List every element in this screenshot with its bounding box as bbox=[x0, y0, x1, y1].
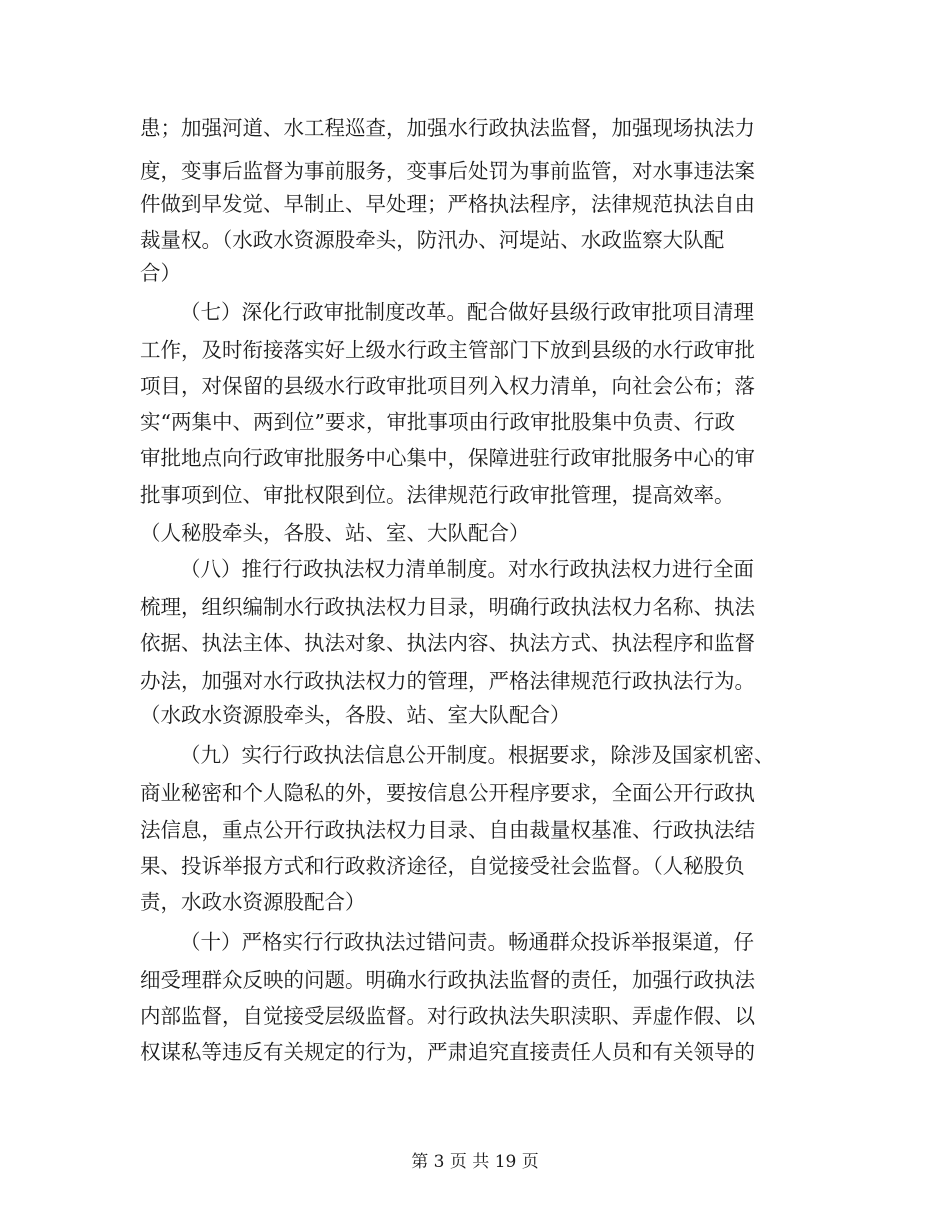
paragraph-line: 办法，加强对水行政执法权力的管理，严格法律规范行政执法行为。 bbox=[140, 669, 755, 693]
paragraph-line: 果、投诉举报方式和行政救济途径，自觉接受社会监督。（人秘股负 bbox=[140, 854, 745, 878]
paragraph-line: 内部监督，自觉接受层级监督。对行政执法失职渎职、弄虚作假、以 bbox=[140, 1004, 755, 1028]
paragraph-line: （十）严格实行行政执法过错问责。畅通群众投诉举报渠道，仔 bbox=[180, 930, 754, 954]
paragraph-line: 项目，对保留的县级水行政审批项目列入权力清单，向社会公布；落 bbox=[140, 374, 755, 398]
paragraph-line: 商业秘密和个人隐私的外，要按信息公开程序要求，全面公开行政执 bbox=[140, 781, 755, 805]
paragraph-line: 患；加强河道、水工程巡查，加强水行政执法监督，加强现场执法力 bbox=[140, 116, 755, 140]
paragraph-line: 权谋私等违反有关规定的行为，严肃追究直接责任人员和有关领导的 bbox=[140, 1040, 755, 1064]
paragraph-line: 责，水政水资源股配合） bbox=[140, 890, 366, 914]
paragraph-line: 裁量权。（水政水资源股牵头，防汛办、河堤站、水政监察大队配 bbox=[140, 228, 725, 252]
paragraph-line: 件做到早发觉、早制止、早处理；严格执法程序，法律规范执法自由 bbox=[140, 192, 755, 216]
paragraph-line: （九）实行行政执法信息公开制度。根据要求，除涉及国家机密、 bbox=[180, 743, 775, 767]
paragraph-line: 细受理群众反映的问题。明确水行政执法监督的责任，加强行政执法 bbox=[140, 968, 755, 992]
paragraph-line: （八）推行行政执法权力清单制度。对水行政执法权力进行全面 bbox=[180, 557, 754, 581]
page-number-footer: 第 3 页 共 19 页 bbox=[411, 1152, 539, 1172]
paragraph-line: 批事项到位、审批权限到位。法律规范行政审批管理，提高效率。 bbox=[140, 483, 735, 507]
paragraph-line: （七）深化行政审批制度改革。配合做好县级行政审批项目清理 bbox=[180, 300, 754, 324]
paragraph-line: 实“两集中、两到位”要求，审批事项由行政审批股集中负责、行政 bbox=[140, 410, 735, 434]
paragraph-line: 审批地点向行政审批服务中心集中，保障进驻行政审批服务中心的审 bbox=[140, 446, 755, 470]
paragraph-line: 依据、执法主体、执法对象、执法内容、执法方式、执法程序和监督 bbox=[140, 631, 755, 655]
paragraph-line: 法信息，重点公开行政执法权力目录、自由裁量权基准、行政执法结 bbox=[140, 818, 755, 842]
paragraph-line: 合） bbox=[140, 261, 181, 285]
paragraph-line: 梳理，组织编制水行政执法权力目录，明确行政执法权力名称、执法 bbox=[140, 595, 755, 619]
paragraph-line: 度，变事后监督为事前服务，变事后处罚为事前监管，对水事违法案 bbox=[140, 159, 755, 183]
paragraph-line: （水政水资源股牵头，各股、站、室大队配合） bbox=[140, 703, 571, 727]
paragraph-line: 工作，及时衔接落实好上级水行政主管部门下放到县级的水行政审批 bbox=[140, 338, 755, 362]
paragraph-line: （人秘股牵头，各股、站、室、大队配合） bbox=[140, 521, 530, 545]
